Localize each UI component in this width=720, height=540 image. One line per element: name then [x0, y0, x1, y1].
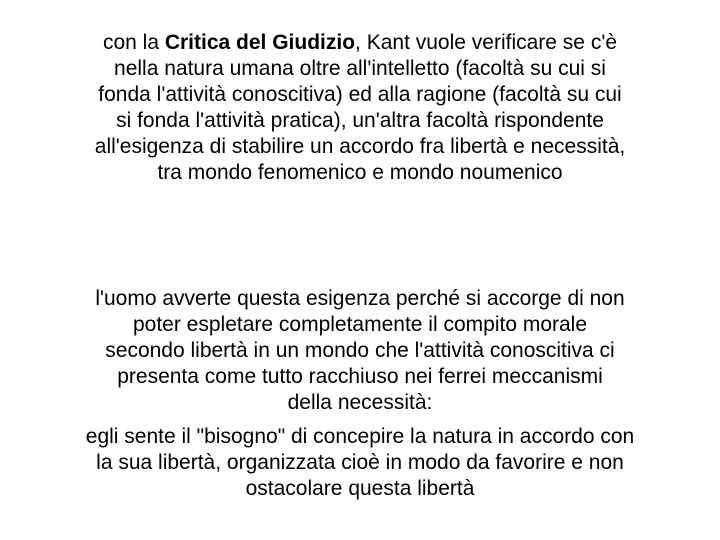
text-line: all'esigenza di stabilire un accordo fra libertà e necessità,: [94, 135, 626, 158]
text-line: si fonda l'attività pratica), un'altra facoltà rispondente: [116, 109, 604, 132]
paragraph-bisogno: [0, 424, 720, 502]
book-title-bold: Critica del Giudizio: [164, 31, 356, 54]
text-line: l'uomo avverte questa esigenza perché si accorge di non: [95, 287, 625, 310]
text-line: presenta come tutto racchiuso nei ferrei meccanismi: [117, 365, 603, 388]
text-line: fonda l'attività conoscitiva) ed alla ragione (facoltà su cui: [98, 83, 622, 106]
text-line: [0, 30, 720, 56]
text-line: nella natura umana oltre all'intelletto (facoltà su cui si: [114, 57, 606, 80]
text-line: poter espletare completamente il compito morale: [132, 313, 588, 336]
text-line: la sua libertà, organizzata cioè in modo da favorire e non: [96, 451, 624, 474]
text-span: con la: [102, 31, 165, 54]
text-line: secondo libertà in un mondo che l'attività conoscitiva ci: [105, 339, 615, 362]
text-line: ostacolare questa libertà: [245, 477, 475, 500]
paragraph-esigenza: [0, 286, 720, 416]
text-span: , Kant vuole verificare se c'è: [355, 31, 618, 54]
text-line: tra mondo fenomenico e mondo noumenico: [157, 161, 563, 184]
text-line: della necessità:: [287, 391, 433, 414]
text-line: egli sente il "bisogno" di concepire la natura in accordo con: [85, 425, 635, 448]
paragraph-critica-del-giudizio: [0, 30, 720, 186]
